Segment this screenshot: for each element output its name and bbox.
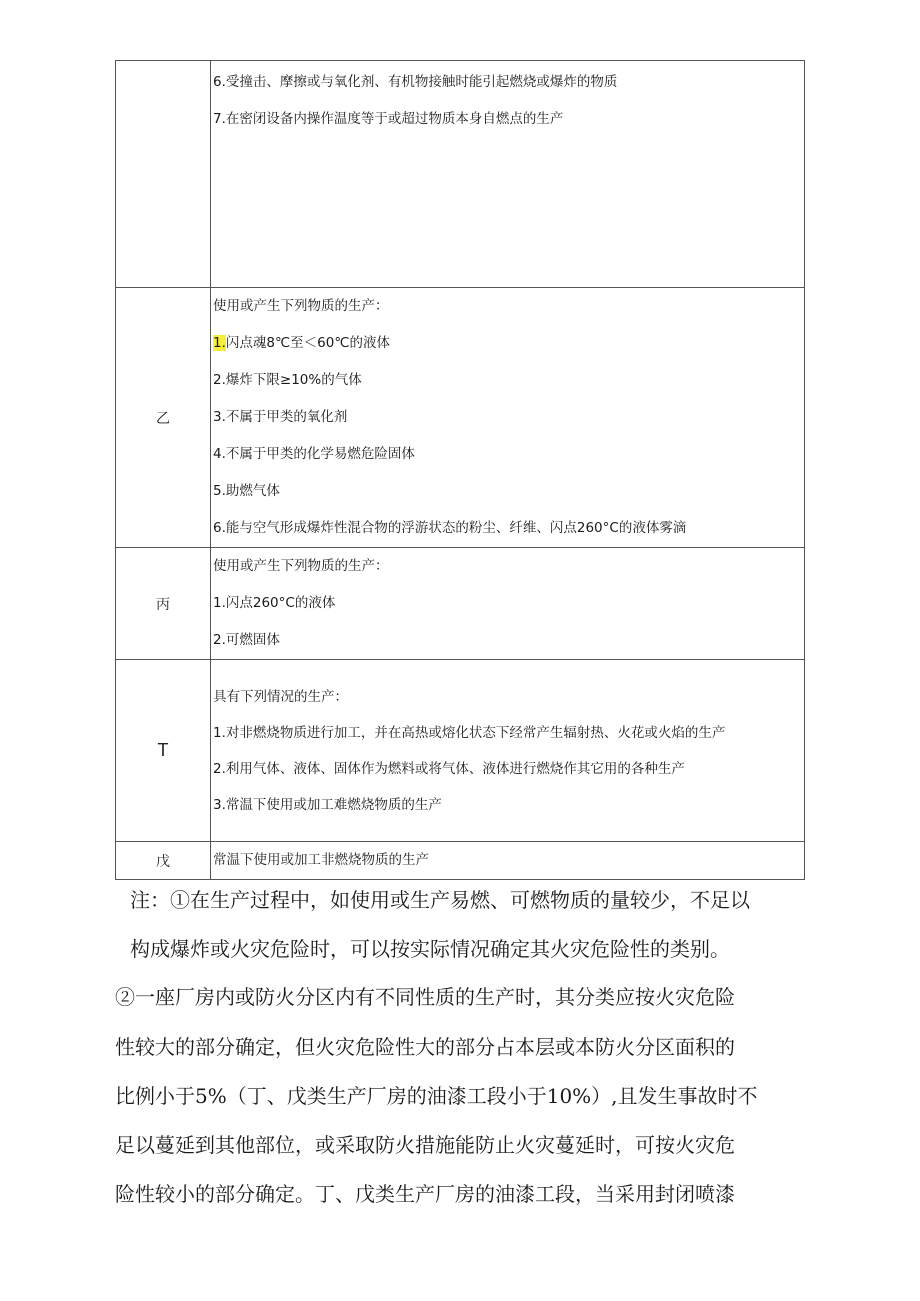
list-item: 3.不属于甲类的氧化剂 bbox=[213, 409, 348, 425]
note-line: 注：①在生产过程中，如使用或生产易燃、可燃物质的量较少，不足以 bbox=[130, 888, 750, 912]
list-item bbox=[213, 325, 804, 362]
list-item: 2.爆炸下限≥10%的气体 bbox=[213, 372, 362, 388]
list-item: 1.对非燃烧物质进行加工，并在高热或熔化状态下经常产生辐射热、火花或火焰的生产 bbox=[213, 724, 726, 741]
list-item: 6.受撞击、摩擦或与氧化剂、有机物接触时能引起燃烧或爆炸的物质 bbox=[213, 74, 618, 90]
list-item: 使用或产生下列物质的生产： bbox=[213, 298, 389, 314]
note-line: 险性较小的部分确定。丁、戊类生产厂房的油漆工段，当采用封闭喷漆 bbox=[115, 1182, 735, 1206]
list-item: 6.能与空气形成爆炸性混合物的浮游状态的粉尘、纤维、闪点260°C的液体雾滴 bbox=[213, 520, 687, 536]
description-cell bbox=[211, 842, 805, 880]
description-cell bbox=[211, 288, 805, 548]
category-cell: 乙 bbox=[116, 288, 211, 548]
note-line: 构成爆炸或火灾危险时，可以按实际情况确定其火灾危险性的类别。 bbox=[130, 937, 730, 961]
list-item: 1.闪点260°C的液体 bbox=[213, 595, 336, 611]
list-item: 2.可燃固体 bbox=[213, 632, 280, 648]
table-row bbox=[116, 288, 805, 548]
note-line: ②一座厂房内或防火分区内有不同性质的生产时，其分类应按火灾危险 bbox=[115, 985, 735, 1009]
table-row bbox=[116, 548, 805, 660]
list-item: 7.在密闭设备内操作温度等于或超过物质本身自燃点的生产 bbox=[213, 111, 564, 127]
note-line: 性较大的部分确定，但火灾危险性大的部分占本层或本防火分区面积的 bbox=[115, 1035, 735, 1059]
table-row bbox=[116, 61, 805, 288]
note-line: 足以蔓延到其他部位，或采取防火措施能防止火灾蔓延时，可按火灾危 bbox=[115, 1133, 735, 1157]
highlight-mark: 1. bbox=[213, 335, 226, 351]
table-row bbox=[116, 660, 805, 842]
category-cell: 戊 bbox=[116, 842, 211, 880]
note-line: 比例小于5%（丁、戊类生产厂房的油漆工段小于10%）,且发生事故时不 bbox=[115, 1084, 758, 1108]
description-cell bbox=[211, 548, 805, 660]
list-item: 5.助燃气体 bbox=[213, 483, 280, 499]
description-cell bbox=[211, 61, 805, 288]
list-item: 常温下使用或加工非燃烧物质的生产 bbox=[213, 852, 429, 868]
category-cell: T bbox=[116, 660, 211, 842]
list-item: 4.不属于甲类的化学易燃危险固体 bbox=[213, 446, 415, 462]
description-cell bbox=[211, 660, 805, 842]
list-item: 具有下列情况的生产： bbox=[213, 688, 348, 705]
list-item: 使用或产生下列物质的生产： bbox=[213, 558, 389, 574]
fire-hazard-classification-table bbox=[115, 60, 805, 880]
category-cell bbox=[116, 61, 211, 288]
list-item-text: 闪点魂8℃至＜60℃的液体 bbox=[225, 335, 390, 351]
table-row bbox=[116, 842, 805, 880]
category-cell: 丙 bbox=[116, 548, 211, 660]
list-item: 2.利用气体、液体、固体作为燃料或将气体、液体进行燃烧作其它用的各种生产 bbox=[213, 760, 685, 777]
list-item: 3.常温下使用或加工难燃烧物质的生产 bbox=[213, 796, 442, 813]
